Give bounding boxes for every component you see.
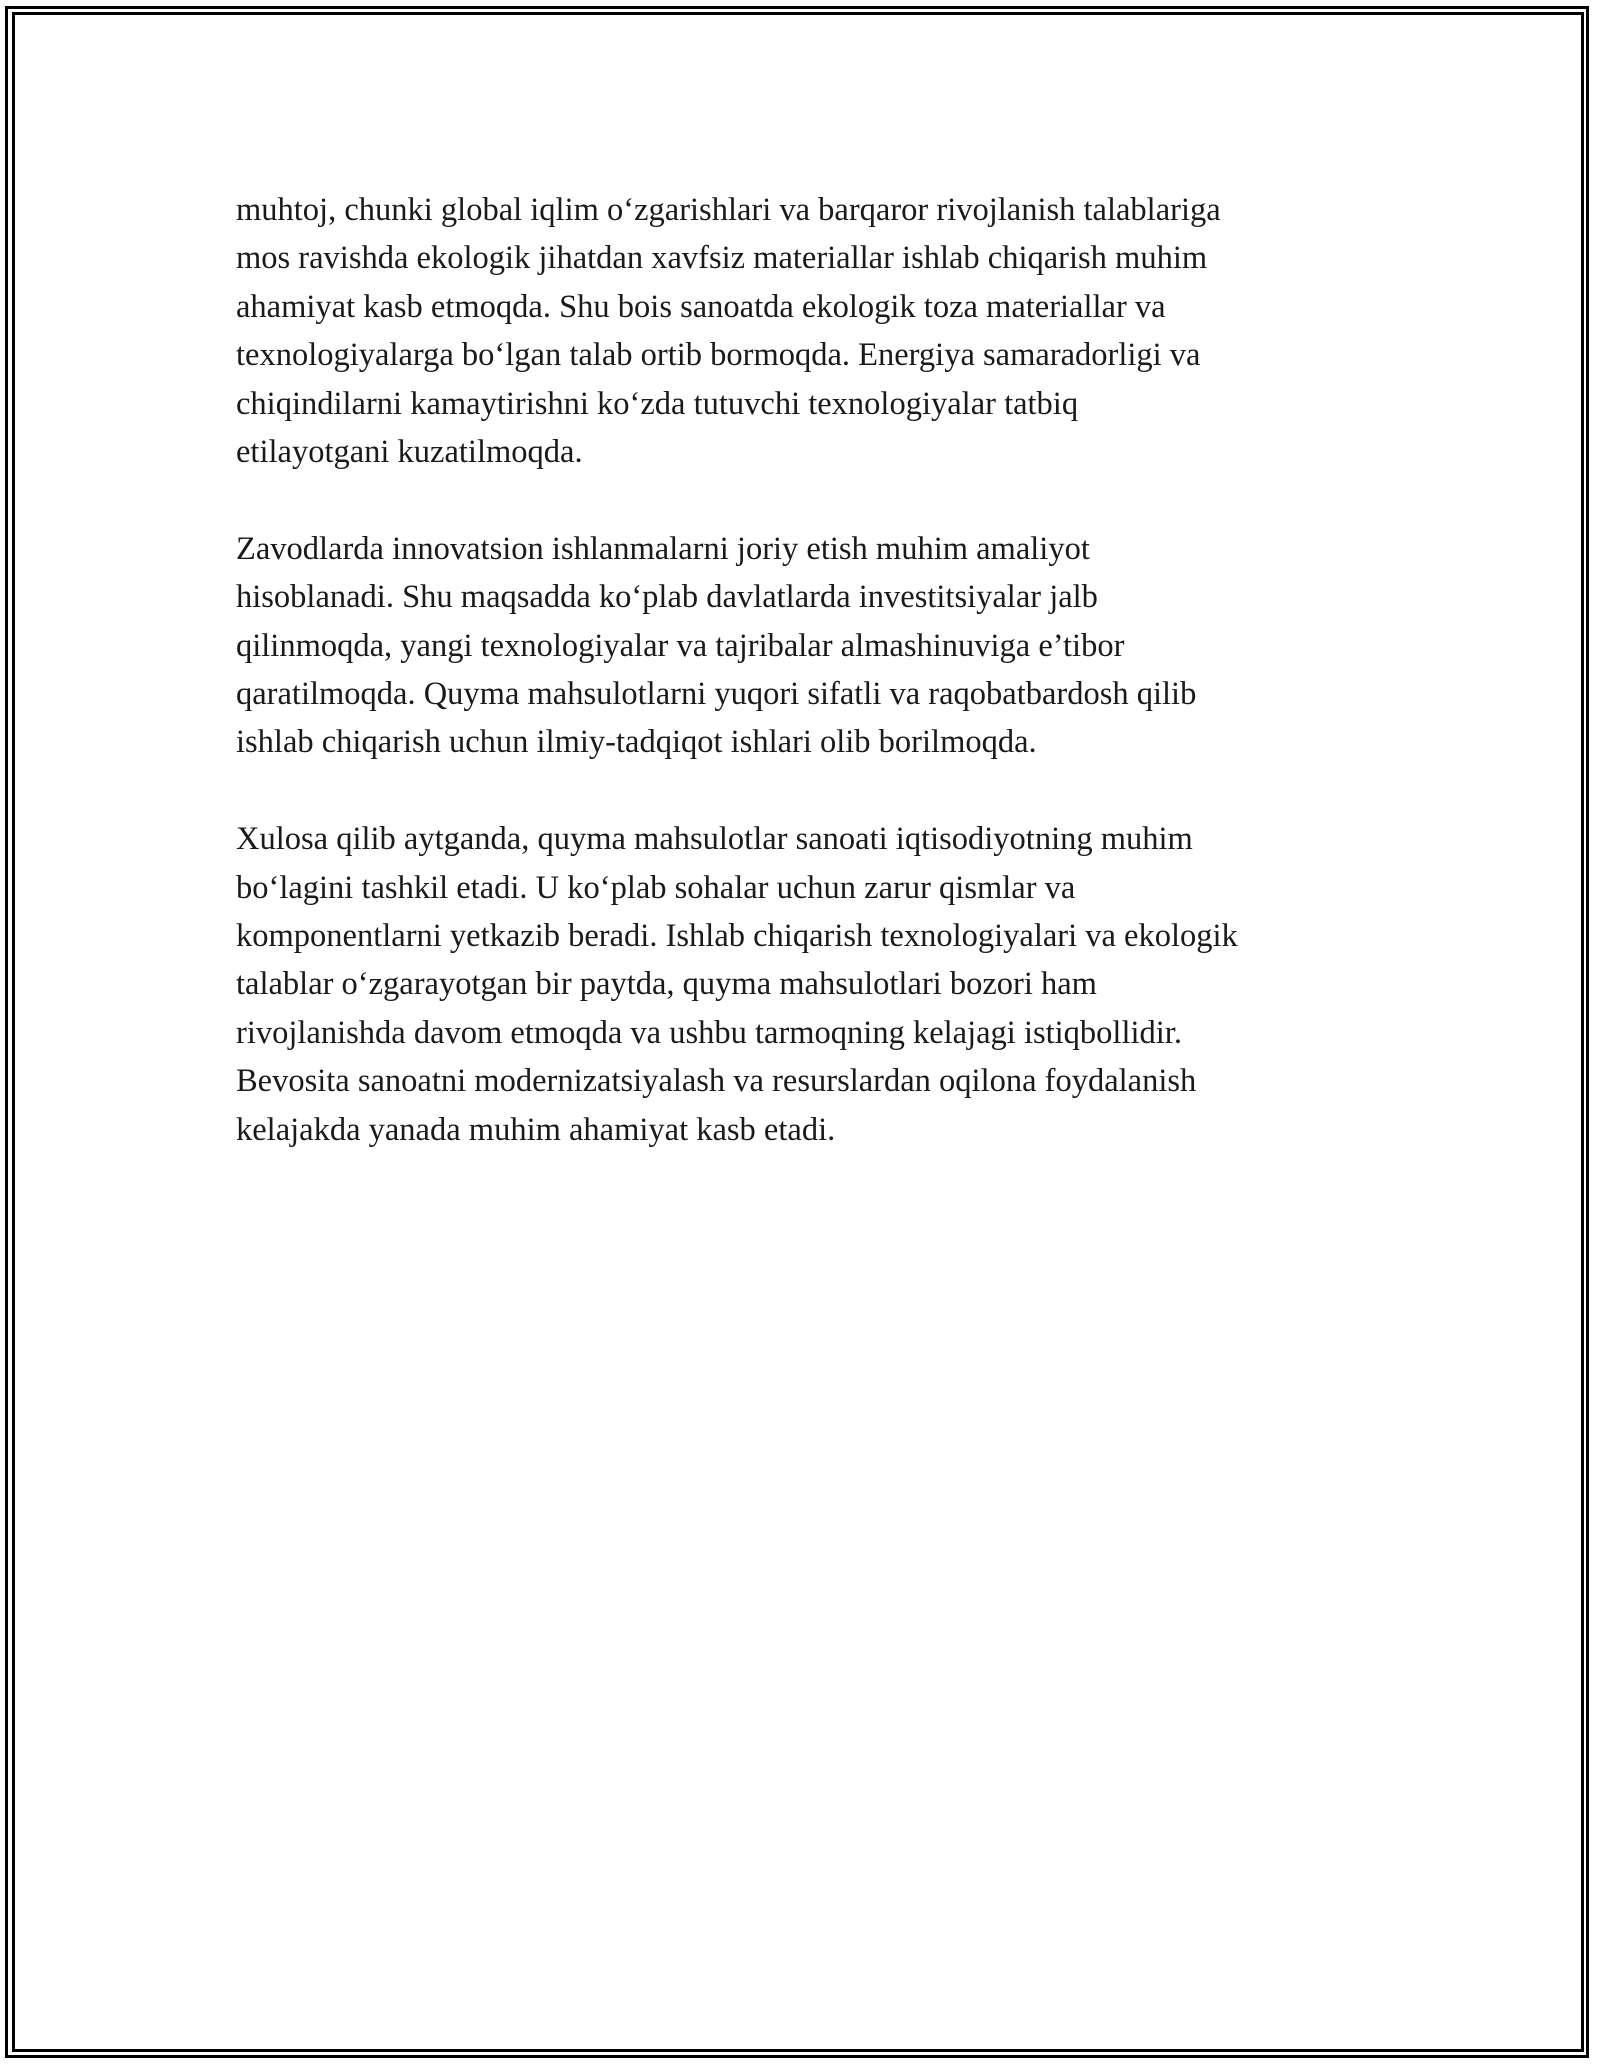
text-line: ahamiyat kasb etmoqda. Shu bois sanoatda ekologik toza materiallar va (236, 288, 1166, 325)
text-line: hisoblanadi. Shu maqsadda ko‘plab davlatlarda investitsiyalar jalb (236, 579, 1098, 616)
text-line: kelajakda yanada muhim ahamiyat kasb etadi. (236, 1111, 836, 1148)
paragraph-3 (236, 815, 1376, 1154)
text-line: bo‘lagini tashkil etadi. U ko‘plab sohalar uchun zarur qismlar va (236, 869, 1076, 906)
text-line: chiqindilarni kamaytirishni ko‘zda tutuvchi texnologiyalar tatbiq (236, 385, 1079, 422)
text-line: muhtoj, chunki global iqlim o‘zgarishlari va barqaror rivojlanish talablariga (236, 192, 1221, 228)
text-line: etilayotgani kuzatilmoqda. (236, 434, 583, 471)
paragraph-2 (236, 525, 1376, 767)
text-line: talablar o‘zgarayotgan bir paytda, quyma mahsulotlari bozori ham (236, 966, 1097, 1003)
text-line: Bevosita sanoatni modernizatsiyalash va resurslardan oqilona foydalanish (236, 1063, 1197, 1100)
text-line: Xulosa qilib aytganda, quyma mahsulotlar sanoati iqtisodiyotning muhim (236, 821, 1193, 858)
text-line: mos ravishda ekologik jihatdan xavfsiz materiallar ishlab chiqarish muhim (236, 240, 1208, 277)
paragraph-1 (236, 186, 1376, 476)
text-line: qaratilmoqda. Quyma mahsulotlarni yuqori sifatli va raqobatbardosh qilib (236, 676, 1197, 713)
text-line: komponentlarni yetkazib beradi. Ishlab chiqarish texnologiyalari va ekologik (236, 918, 1238, 955)
text-line: Zavodlarda innovatsion ishlanmalarni joriy etish muhim amaliyot (236, 530, 1090, 567)
text-line: rivojlanishda davom etmoqda va ushbu tarmoqning kelajagi istiqbollidir. (236, 1014, 1182, 1051)
text-line: ishlab chiqarish uchun ilmiy-tadqiqot ishlari olib borilmoqda. (236, 724, 1037, 761)
text-line: texnologiyalarga bo‘lgan talab ortib bormoqda. Energiya samaradorligi va (236, 337, 1201, 374)
document-body (236, 186, 1376, 1202)
text-line: qilinmoqda, yangi texnologiyalar va tajribalar almashinuviga e’tibor (236, 627, 1125, 664)
